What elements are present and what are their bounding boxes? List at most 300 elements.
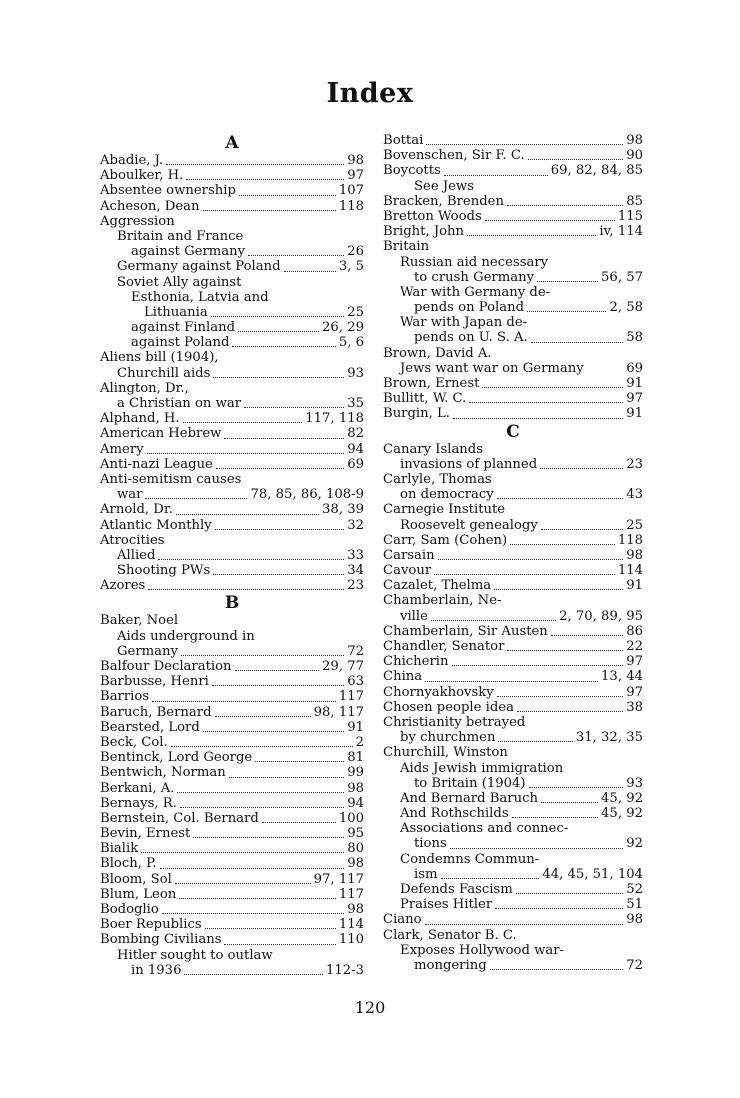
entry-pages: 81 [344,750,364,765]
entry-pages: 93 [344,366,364,381]
index-entry [100,183,364,198]
entry-pages: 115 [615,209,643,224]
entry-text: Bracken, Brenden [383,194,507,209]
entry-pages: 85 [623,194,643,209]
entry-pages: 98 [623,133,643,148]
entry-text: Bodoglio [100,902,162,917]
index-entry [100,457,364,472]
index-entry [100,578,364,593]
entry-text: Arnold, Dr. [100,502,176,517]
entry-pages: 5, 6 [336,335,364,350]
entry-text: Aggression [100,214,178,229]
leader-dots [528,159,623,160]
entry-text: Carr, Sam (Cohen) [383,533,510,548]
entry-text: Exposes Hollywood war- [400,943,567,958]
index-entry [383,882,643,897]
index-entry [383,442,643,457]
entry-pages: 51 [623,897,643,912]
entry-pages: 118 [336,199,364,214]
index-entry [383,791,643,806]
entry-text: invasions of planned [400,457,540,472]
leader-dots [148,589,344,590]
index-entry [100,902,364,917]
entry-pages: 45, 92 [598,806,643,821]
leader-dots [216,468,344,469]
index-entry [100,932,364,947]
entry-pages: 98 [344,856,364,871]
entry-pages: 38 [623,700,643,715]
entry-text: Boycotts [383,163,444,178]
index-entry [383,346,643,361]
leader-dots [512,817,598,818]
index-entry [100,796,364,811]
entry-text: China [383,669,425,684]
entry-text: Brown, Ernest [383,376,482,391]
entry-pages: 98, 117 [311,705,364,720]
index-entry [383,852,643,867]
index-entry [100,426,364,441]
entry-pages: 78, 85, 86, 108-9 [247,487,364,502]
entry-pages: 86 [623,624,643,639]
entry-text: Germany against Poland [117,259,284,274]
leader-dots [467,235,596,236]
index-entry [383,867,643,882]
leader-dots [171,746,353,747]
index-entry [383,315,643,330]
entry-text: Alington, Dr., [100,381,192,396]
index-entry [100,887,364,902]
entry-text: Acheson, Dean [100,199,203,214]
entry-text: to Britain (1904) [414,776,529,791]
entry-pages: 98 [344,781,364,796]
leader-dots [239,195,336,196]
entry-text: Soviet Ally against [117,275,244,290]
entry-pages: 72 [344,644,364,659]
entry-text: Barbusse, Henri [100,674,212,689]
entry-text: Christianity betrayed [383,715,528,730]
entry-text: Shooting PWs [117,563,213,578]
entry-text: Bloch, P. [100,856,160,871]
index-entry [383,928,643,943]
entry-pages: 98 [344,902,364,917]
entry-text: Germany [117,644,181,659]
leader-dots [507,650,623,651]
entry-pages: 38, 39 [319,502,364,517]
entry-text: Canary Islands [383,442,486,457]
index-entry [383,163,643,178]
index-entry [383,376,643,391]
leader-dots [551,635,623,636]
entry-text: Britain and France [117,229,246,244]
entry-text: Jews want war on Germany [400,361,587,376]
index-entry [383,776,643,791]
index-entry [100,229,364,244]
entry-pages: 35 [344,396,364,411]
entry-text: Defends Fascism [400,882,516,897]
index-entry [383,406,643,421]
entry-pages: 90 [623,148,643,163]
leader-dots [166,164,344,165]
index-entry [383,270,643,285]
index-entry [100,381,364,396]
index-entry [383,255,643,270]
leader-dots [145,498,247,499]
entry-pages: 118 [615,533,643,548]
entry-text: Baker, Noel [100,613,181,628]
leader-dots [158,559,344,560]
leader-dots [179,898,336,899]
index-entry [383,593,643,608]
entry-pages: 82 [344,426,364,441]
index-entry [100,750,364,765]
entry-pages: 97 [623,391,643,406]
index-entry [100,856,364,871]
entry-pages: 99 [344,765,364,780]
section-letter: B [224,593,240,614]
leader-dots [147,453,344,454]
index-entry [383,548,643,563]
entry-text: Atrocities [100,533,168,548]
index-entry [100,948,364,963]
index-entry [100,411,364,426]
entry-text: Churchill, Winston [383,745,511,760]
entry-text: Chornyakhovsky [383,685,497,700]
entry-text: Anti-semitism causes [100,472,244,487]
entry-text: Carlyle, Thomas [383,472,495,487]
entry-text: Burgin, L. [383,406,453,421]
entry-pages: 93 [623,776,643,791]
index-entry [383,472,643,487]
entry-text: mongering [414,958,490,973]
entry-text: Aids Jewish immigration [400,761,566,776]
entry-pages: 107 [336,183,364,198]
index-entry [383,361,643,376]
entry-pages: 56, 57 [598,270,643,285]
index-entry [383,897,643,912]
index-entry [100,487,364,502]
entry-text: Allied [117,548,158,563]
entry-pages: 97 [623,685,643,700]
index-entry [383,715,643,730]
entry-text: pends on Poland [414,300,527,315]
index-entry [100,199,364,214]
entry-text: Chamberlain, Sir Austen [383,624,551,639]
leader-dots [213,377,344,378]
entry-pages: 117, 118 [302,411,364,426]
entry-text: pends on U. S. A. [414,330,531,345]
leader-dots [441,878,539,879]
entry-text: Bentinck, Lord George [100,750,255,765]
entry-text: Amery [100,442,147,457]
entry-pages: 45, 92 [598,791,643,806]
section-letter: C [506,421,520,442]
entry-text: Esthonia, Latvia and [131,290,272,305]
entry-pages: 29, 77 [319,659,364,674]
entry-text: to crush Germany [414,270,537,285]
page-title: Index [326,78,414,109]
index-entry [100,366,364,381]
index-entry [100,244,364,259]
entry-text: Barrios [100,689,152,704]
leader-dots [162,913,344,914]
leader-dots [183,422,302,423]
index-entry [100,533,364,548]
index-entry [100,629,364,644]
index-entry [100,320,364,335]
entry-text: Bernays, R. [100,796,180,811]
entry-text: Cazalet, Thelma [383,578,494,593]
leader-dots [193,837,344,838]
index-entry [100,826,364,841]
entry-text: Bright, John [383,224,467,239]
leader-dots [180,807,344,808]
entry-pages: 100 [336,811,364,826]
leader-dots [482,387,623,388]
entry-text: Bevin, Ernest [100,826,193,841]
index-entry [100,765,364,780]
page-number: 120 [354,998,386,1017]
leader-dots [517,711,623,712]
index-entry [100,518,364,533]
index-entry [383,821,643,836]
index-entry [100,872,364,887]
leader-dots [497,696,623,697]
entry-text: Britain [383,239,432,254]
entry-text: Hitler sought to outlaw [117,948,276,963]
entry-text: a Christian on war [117,396,244,411]
leader-dots [215,716,311,717]
section-letter: A [225,133,239,153]
entry-text: Chicherin [383,654,452,669]
entry-text: ism [414,867,441,882]
entry-pages: 98 [344,153,364,168]
leader-dots [224,438,344,439]
entry-pages: 2, 58 [606,300,643,315]
index-entry [383,148,643,163]
leader-dots [490,969,623,970]
index-entry [100,548,364,563]
index-entry [383,730,643,745]
entry-text: Anti-nazi League [100,457,216,472]
leader-dots [284,271,336,272]
entry-pages: 91 [623,376,643,391]
index-entry [383,391,643,406]
index-entry [383,518,643,533]
leader-dots [141,852,344,853]
entry-text: Lithuania [144,305,211,320]
entry-text: Chandler, Senator [383,639,507,654]
index-entry [100,841,364,856]
index-entry [383,209,643,224]
index-entry [100,350,364,365]
leader-dots [426,144,623,145]
entry-pages: 26, 29 [319,320,364,335]
index-entry [383,745,643,760]
index-entry [100,563,364,578]
index-entry [100,613,364,628]
leader-dots [431,620,556,621]
entry-text: Baruch, Bernard [100,705,215,720]
index-entry [383,285,643,300]
index-entry [383,563,643,578]
leader-dots [152,701,336,702]
leader-dots [232,346,336,347]
index-entry [100,781,364,796]
entry-text: Azores [100,578,148,593]
leader-dots [203,731,344,732]
leader-dots [186,179,344,180]
index-entry [100,259,364,274]
entry-pages: 63 [344,674,364,689]
index-entry [383,533,643,548]
leader-dots [238,331,319,332]
entry-pages: 112-3 [323,963,364,978]
entry-pages: 110 [336,932,364,947]
entry-pages: 25 [623,518,643,533]
entry-text: in 1936 [131,963,184,978]
entry-pages: 25 [344,305,364,320]
entry-pages: 98 [623,548,643,563]
entry-text: Bialik [100,841,141,856]
index-entry [383,836,643,851]
index-entry [100,720,364,735]
leader-dots [205,928,336,929]
leader-dots [255,761,344,762]
index-entry [383,639,643,654]
index-entry [100,963,364,978]
entry-pages: 2 [353,735,364,750]
entry-pages: 23 [344,578,364,593]
index-entry [383,609,643,624]
entry-pages: 114 [615,563,643,578]
entry-text: Praises Hitler [400,897,495,912]
entry-text: Associations and connec- [400,821,571,836]
entry-text: Atlantic Monthly [100,518,215,533]
leader-dots [541,802,598,803]
entry-pages: 34 [344,563,364,578]
index-entry [100,674,364,689]
entry-pages: 97 [623,654,643,669]
entry-pages: 117 [336,689,364,704]
entry-pages: 52 [623,882,643,897]
index-entry [100,689,364,704]
entry-text: on democracy [400,487,497,502]
index-entry [100,335,364,350]
entry-text: Aboulker, H. [100,168,186,183]
entry-text: Bovenschen, Sir F. C. [383,148,528,163]
entry-text: See Jews [414,179,477,194]
leader-dots [529,787,623,788]
entry-pages: 43 [623,487,643,502]
leader-dots [244,407,344,408]
entry-pages: 22 [623,639,643,654]
index-entry [383,194,643,209]
entry-text: And Rothschilds [400,806,512,821]
entry-text: tions [414,836,450,851]
entry-text: Bernstein, Col. Bernard [100,811,262,826]
index-entry [383,669,643,684]
index-entry [100,214,364,229]
leader-dots [485,220,615,221]
leader-dots [450,848,623,849]
leader-dots [235,670,319,671]
index-entry [100,705,364,720]
entry-text: Bloom, Sol [100,872,175,887]
leader-dots [527,311,606,312]
index-entry [100,153,364,168]
entry-text: Alphand, H. [100,411,183,426]
entry-text: Aliens bill (1904), [100,350,222,365]
leader-dots [497,498,623,499]
index-entry [383,224,643,239]
leader-dots [438,559,623,560]
leader-dots [177,792,344,793]
entry-text: by churchmen [400,730,498,745]
leader-dots [425,681,598,682]
entry-text: ville [400,609,431,624]
entry-text: Ciano [383,912,425,927]
leader-dots [176,514,319,515]
entry-text: Boer Republics [100,917,205,932]
leader-dots [495,908,623,909]
index-entry [383,912,643,927]
entry-pages: 69, 82, 84, 85 [548,163,643,178]
entry-text: Chamberlain, Ne- [383,593,504,608]
index-entry [383,654,643,669]
leader-dots [211,316,344,317]
entry-text: Chosen people idea [383,700,517,715]
index-entry [383,502,643,517]
index-entry [100,305,364,320]
entry-text: Cavour [383,563,434,578]
leader-dots [224,944,336,945]
entry-pages: 98 [623,912,643,927]
entry-text: against Germany [131,244,248,259]
entry-text: Brown, David A. [383,346,495,361]
entry-text: Bretton Woods [383,209,485,224]
entry-pages: 69 [623,361,643,376]
leader-dots [160,868,344,869]
index-entry [383,578,643,593]
leader-dots [181,655,344,656]
entry-pages: 26 [344,244,364,259]
entry-pages: 32 [344,518,364,533]
leader-dots [212,685,344,686]
index-entry [383,700,643,715]
leader-dots [215,529,344,530]
index-entry [383,330,643,345]
index-entry [383,239,643,254]
index-entry [100,290,364,305]
index-entry [100,917,364,932]
leader-dots [531,342,623,343]
entry-text: Clark, Senator B. C. [383,928,520,943]
entry-pages: 80 [344,841,364,856]
entry-pages: 23 [623,457,643,472]
entry-text: Aids underground in [117,629,258,644]
index-entry [383,487,643,502]
index-entry [100,396,364,411]
entry-pages: 58 [623,330,643,345]
entry-pages: 92 [623,836,643,851]
entry-pages: 94 [344,442,364,457]
entry-pages: 3, 5 [336,259,364,274]
leader-dots [541,529,623,530]
entry-text: against Poland [131,335,232,350]
entry-pages: 114 [336,917,364,932]
index-entry [100,644,364,659]
index-column-left [100,133,364,978]
